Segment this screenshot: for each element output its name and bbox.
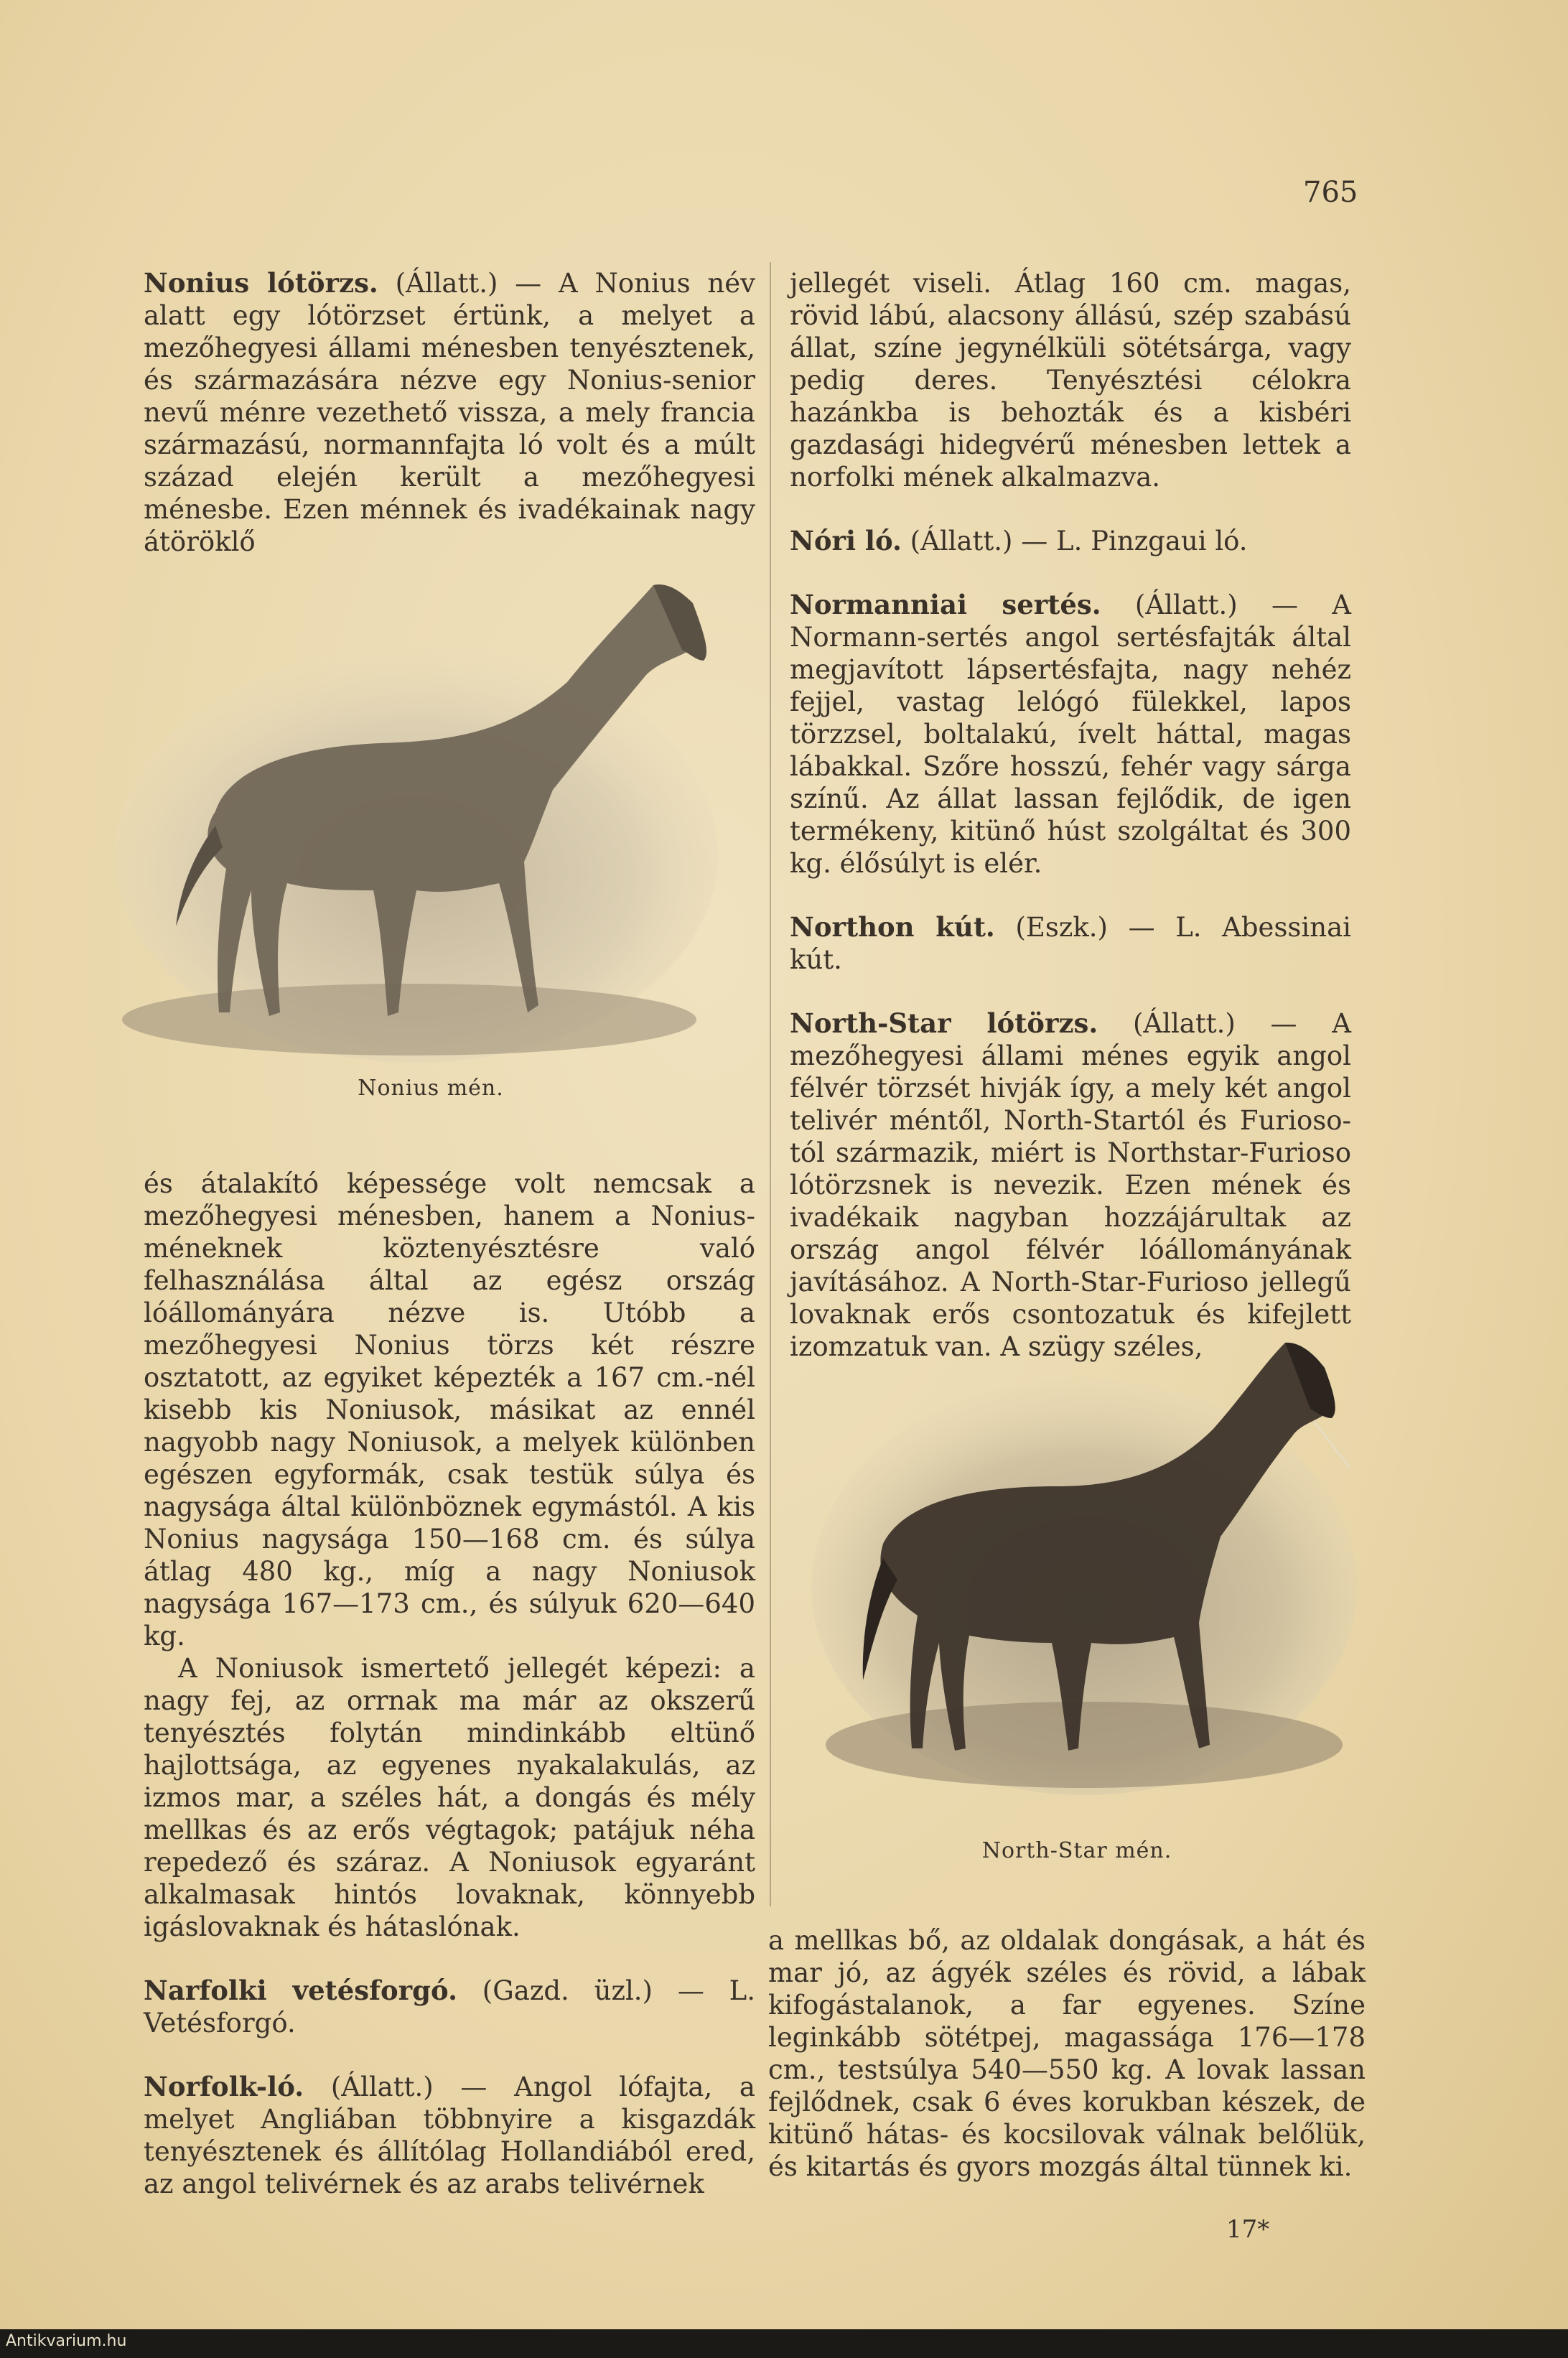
right-column-top xyxy=(790,267,1351,1363)
right-column-bottom xyxy=(768,1924,1366,2183)
north-star-horse-illustration xyxy=(797,1314,1371,1802)
entry-headword: Normanniai sertés. xyxy=(790,589,1101,620)
entry-nori xyxy=(790,525,1351,557)
entry-norfolk xyxy=(144,2071,755,2200)
entry-text: (Állatt.) — A mezőhegyesi állami ménes egyik angol félvér törzsét hivják így, a mely két angol telivér méntől, North-Startól és Furioso-tól származik, miért is Northstar-Furioso lótörzsnek is nevezik. Ezen mének és ivadékaik nagyban hozzájárultak az ország angol félvér lóállományának javításához. A North-Star-Furioso jellegű lovaknak erős csontozatuk és kifejlett izomzatuk van. A szügy széles, xyxy=(790,1008,1351,1362)
entry-nonius xyxy=(144,267,755,558)
entry-text: (Állatt.) — L. Pinzgaui ló. xyxy=(901,526,1248,556)
entry-continuation: jellegét viseli. Átlag 160 cm. magas, rövid lábú, alacsony állású, szép szabású állat, színe jegynélküli sötétsárga, vagy pedig deres. Tenyésztési célokra hazánkba is behozták és a kisbéri gazdasági hidegvérű ménesben lettek a norfolki mének alkalmazva. xyxy=(790,268,1351,493)
signature-mark: 17* xyxy=(1226,2215,1270,2244)
left-column-bottom xyxy=(144,1168,755,2200)
entry-headword: North-Star lótörzs. xyxy=(790,1007,1098,1039)
entry-north-star xyxy=(790,1007,1351,1363)
entry-paragraph: A Noniusok ismertető jellegét képezi: a nagy fej, az orrnak ma már az okszerű tenyésztés folytán mindinkább eltünő hajlottsága, az egyenes nyakalakulás, az izmos mar, a széles hát, a dongás és mély mellkas és az erős végtagok; patájuk néha repedező és száraz. A Noniusok egyaránt alkalmasak hintós lovaknak, könnyebb igáslovaknak és hátaslónak. xyxy=(144,1653,755,1942)
figure-caption-nonius: Nonius mén. xyxy=(358,1076,504,1101)
entry-headword: Narfolki vetésforgó. xyxy=(144,1975,457,2006)
entry-text: (Eszk.) — L. Abessinai kút. xyxy=(790,912,1351,975)
entry-headword: Norfolk-ló. xyxy=(144,2071,304,2102)
nonius-horse-illustration xyxy=(108,553,754,1070)
figure-caption-north-star: North-Star mén. xyxy=(981,1838,1172,1863)
entry-narfolki xyxy=(144,1975,755,2039)
entry-text: (Állatt.) — A Normann-sertés angol sertésfajták által megjavított lápsertésfajta, nagy nehéz fejjel, vastag lelógó fülekkel, lapos törzzsel, boltalakú, ívelt háttal, magas lábakkal. Szőre hosszú, fehér vagy sárga színű. Az állat lassan fejlődik, de igen termékeny, kitünő húst szolgáltat és 300 kg. élősúlyt is elér. xyxy=(790,590,1352,879)
page-number: 765 xyxy=(1303,176,1358,209)
entry-continuation: a mellkas bő, az oldalak dongásak, a hát és mar jó, az ágyék széles és rövid, a lábak kifogástalanok, a far egyenes. Színe leginkább sötétpej, magassága 176—178 cm., testsúlya 540—550 kg. A lovak lassan fejlődnek, csak 6 éves korukban készek, de kitünő hátas- és kocsilovak válnak belőlük, és kitartás és gyors mozgás által tünnek ki. xyxy=(768,1925,1366,2182)
watermark: Antikvarium.hu xyxy=(6,2332,127,2350)
entry-headword: Northon kút. xyxy=(790,911,995,943)
entry-headword: Nóri ló. xyxy=(790,525,902,556)
entry-text: (Gazd. üzl.) — L. Vetésforgó. xyxy=(144,1975,755,2038)
footer-bar xyxy=(0,2329,1568,2358)
column-divider xyxy=(770,262,771,1906)
entry-text: (Állatt.) — A Nonius név alatt egy lótörzset értünk, a melyet a mezőhegyesi állami ménesben tenyésztenek, és származására nézve egy Nonius-senior nevű ménre vezethető vissza, a mely francia származású, normannfajta ló volt és a múlt század elején került a mezőhegyesi ménesbe. Ezen ménnek és ivadékainak nagy átöröklő xyxy=(144,268,755,557)
entry-text: (Állatt.) — Angol lófajta, a melyet Angliában többnyire a kisgazdák tenyésztenek és állítólag Hollandiából ered, az angol telivérnek és az arabs telivérnek xyxy=(144,2072,755,2199)
entry-normanniai xyxy=(790,589,1351,880)
entry-northon xyxy=(790,911,1351,976)
entry-headword: Nonius lótörzs. xyxy=(144,267,378,299)
entry-continuation: és átalakító képessége volt nemcsak a mezőhegyesi ménesben, hanem a Nonius-méneknek köztenyésztésre való felhasználása által az egész ország lóállományára nézve is. Utóbb a mezőhegyesi Nonius törzs két részre osztatott, az egyiket képezték a 167 cm.-nél kisebb kis Noniusok, másikat az ennél nagyobb nagy Noniusok, a melyek különben egészen egyformák, csak testük súlya és nagysága által különböznek egymástól. A kis Nonius nagysága 150—168 cm. és súlya átlag 480 kg., míg a nagy Noniusok nagysága 167—173 cm., és súlyuk 620—640 kg. xyxy=(144,1168,755,1651)
left-column-top xyxy=(144,267,755,558)
